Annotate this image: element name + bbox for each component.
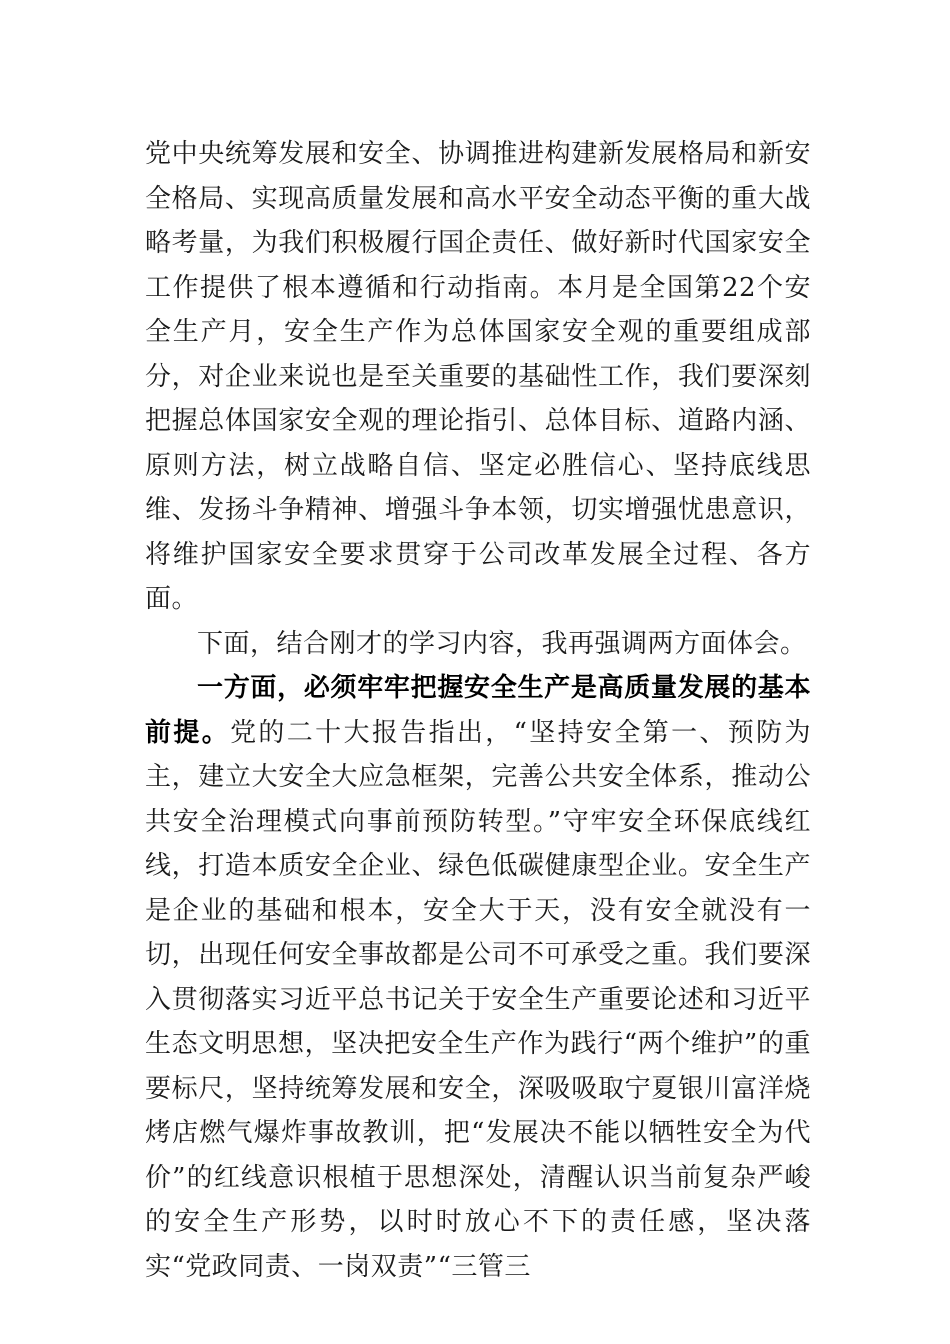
body-text [145,132,811,1289]
paragraph-point-one [145,666,811,1289]
point-one-heading: 一方面，必须牢牢把握安全生产是高质量发展的基本前提。 [145,673,811,748]
paragraph-continuation: 党中央统筹发展和安全、协调推进构建新发展格局和新安全格局、实现高质量发展和高水平安全动态平衡的重大战略考量，为我们积极履行国企责任、做好新时代国家安全工作提供了根本遵循和行动指南。本月是全国第22个安全生产月，安全生产作为总体国家安全观的重要组成部分，对企业来说也是至关重要的基础性工作，我们要深刻把握总体国家安全观的理论指引、总体目标、道路内涵、原则方法，树立战略自信、坚定必胜信心、坚持底线思维、发扬斗争精神、增强斗争本领，切实增强忧患意识，将维护国家安全要求贯穿于公司改革发展全过程、各方面。 [145,139,811,614]
point-one-body: 党的二十大报告指出，“坚持安全第一、预防为主，建立大安全大应急框架，完善公共安全体系，推动公共安全治理模式向事前预防转型。”守牢安全环保底线红线，打造本质安全企业、绿色低碳健康型企业。安全生产是企业的基础和根本，安全大于天，没有安全就没有一切，出现任何安全事故都是公司不可承受之重。我们要深入贯彻落实习近平总书记关于安全生产重要论述和习近平生态文明思想，坚决把安全生产作为践行“两个维护”的重要标尺，坚持统筹发展和安全，深吸吸取宁夏银川富洋烧烤店燃气爆炸事故教训，把“发展决不能以牺牲安全为代价”的红线意识根植于思想深处，清醒认识当前复杂严峻的安全生产形势，以时时放心不下的责任感，坚决落实“党政同责、一岗双责”“三管三 [145,717,811,1282]
paragraph-transition: 下面，结合刚才的学习内容，我再强调两方面体会。 [197,628,807,659]
